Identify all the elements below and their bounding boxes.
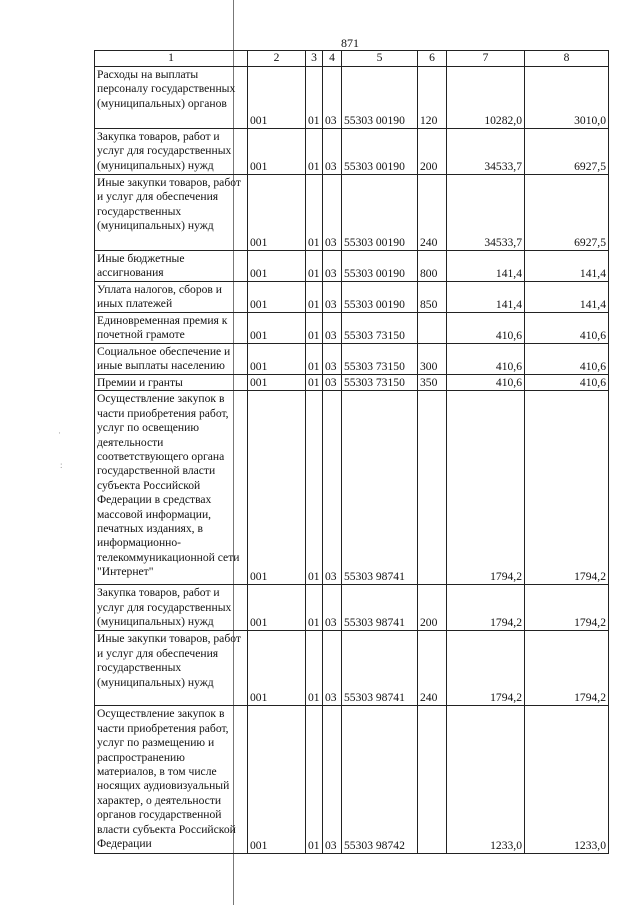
header-cell: 1	[95, 51, 248, 67]
row-csr: 55303 73150	[342, 375, 418, 391]
row-csr: 55303 00190	[342, 251, 418, 282]
row-sum-year2: 410,6	[525, 313, 609, 344]
row-sum-year1: 141,4	[447, 282, 525, 313]
row-pr: 03	[323, 313, 342, 344]
row-vr	[418, 706, 447, 854]
row-ved: 001	[248, 344, 306, 375]
row-pr: 03	[323, 251, 342, 282]
row-csr: 55303 98741	[342, 585, 418, 631]
row-pr: 03	[323, 129, 342, 175]
row-description: Осуществление закупок в части приобретения работ, услуг по размещению и распространению материалов, в том числе носящих аудиовизуальный характер, о деятельности органов государственной власти субъекта Российской Федерации	[95, 706, 248, 854]
row-sum-year2: 410,6	[525, 375, 609, 391]
row-sum-year1: 410,6	[447, 375, 525, 391]
row-sum-year2: 1794,2	[525, 631, 609, 706]
row-pr: 03	[323, 67, 342, 129]
row-vr	[418, 313, 447, 344]
row-description: Иные бюджетные ассигнования	[95, 251, 248, 282]
row-ved: 001	[248, 282, 306, 313]
row-sum-year2: 141,4	[525, 251, 609, 282]
row-vr: 350	[418, 375, 447, 391]
row-sum-year1: 141,4	[447, 251, 525, 282]
row-sum-year2: 1794,2	[525, 391, 609, 585]
row-sum-year1: 34533,7	[447, 129, 525, 175]
row-ved: 001	[248, 375, 306, 391]
row-rz: 01	[306, 282, 323, 313]
row-vr: 850	[418, 282, 447, 313]
row-csr: 55303 00190	[342, 175, 418, 251]
row-description: Иные закупки товаров, работ и услуг для обеспечения государственных (муниципальных) нужд	[95, 175, 248, 251]
row-pr: 03	[323, 344, 342, 375]
row-rz: 01	[306, 706, 323, 854]
row-sum-year2: 1794,2	[525, 585, 609, 631]
table-row	[95, 344, 609, 375]
row-sum-year2: 6927,5	[525, 129, 609, 175]
row-csr: 55303 00190	[342, 282, 418, 313]
row-description: Уплата налогов, сборов и иных платежей	[95, 282, 248, 313]
row-ved: 001	[248, 706, 306, 854]
row-ved: 001	[248, 251, 306, 282]
row-pr: 03	[323, 631, 342, 706]
budget-table	[94, 50, 609, 854]
row-description: Расходы на выплаты персоналу государственных (муниципальных) органов	[95, 67, 248, 129]
row-sum-year1: 1794,2	[447, 585, 525, 631]
row-vr: 800	[418, 251, 447, 282]
row-description: Закупка товаров, работ и услуг для государственных (муниципальных) нужд	[95, 585, 248, 631]
row-csr: 55303 00190	[342, 67, 418, 129]
table-row	[95, 313, 609, 344]
row-sum-year2: 6927,5	[525, 175, 609, 251]
row-rz: 01	[306, 585, 323, 631]
row-sum-year1: 1794,2	[447, 391, 525, 585]
row-description: Социальное обеспечение и иные выплаты населению	[95, 344, 248, 375]
pen-mark: ·	[58, 428, 61, 438]
row-sum-year2: 3010,0	[525, 67, 609, 129]
row-ved: 001	[248, 631, 306, 706]
row-rz: 01	[306, 313, 323, 344]
row-vr: 300	[418, 344, 447, 375]
row-sum-year2: 1233,0	[525, 706, 609, 854]
page-number: 871	[341, 36, 359, 50]
pen-mark: :	[60, 460, 63, 470]
row-vr: 240	[418, 175, 447, 251]
row-csr: 55303 98741	[342, 391, 418, 585]
row-sum-year2: 141,4	[525, 282, 609, 313]
table-row	[95, 251, 609, 282]
row-pr: 03	[323, 375, 342, 391]
row-sum-year1: 1794,2	[447, 631, 525, 706]
row-sum-year1: 10282,0	[447, 67, 525, 129]
row-sum-year1: 1233,0	[447, 706, 525, 854]
header-cell: 8	[525, 51, 609, 67]
table-row	[95, 391, 609, 585]
row-vr	[418, 391, 447, 585]
row-pr: 03	[323, 391, 342, 585]
row-pr: 03	[323, 585, 342, 631]
row-ved: 001	[248, 391, 306, 585]
header-cell: 5	[342, 51, 418, 67]
row-pr: 03	[323, 282, 342, 313]
row-rz: 01	[306, 129, 323, 175]
table-row	[95, 129, 609, 175]
table-row	[95, 375, 609, 391]
row-ved: 001	[248, 313, 306, 344]
row-description: Иные закупки товаров, работ и услуг для обеспечения государственных (муниципальных) нужд	[95, 631, 248, 706]
table-row	[95, 631, 609, 706]
row-description: Премии и гранты	[95, 375, 248, 391]
row-rz: 01	[306, 631, 323, 706]
row-ved: 001	[248, 585, 306, 631]
header-cell: 6	[418, 51, 447, 67]
row-sum-year1: 410,6	[447, 313, 525, 344]
header-cell: 2	[248, 51, 306, 67]
row-ved: 001	[248, 175, 306, 251]
header-cell: 7	[447, 51, 525, 67]
row-rz: 01	[306, 375, 323, 391]
row-pr: 03	[323, 706, 342, 854]
row-csr: 55303 00190	[342, 129, 418, 175]
row-csr: 55303 98742	[342, 706, 418, 854]
row-sum-year1: 410,6	[447, 344, 525, 375]
table-row	[95, 175, 609, 251]
row-csr: 55303 73150	[342, 344, 418, 375]
row-description: Закупка товаров, работ и услуг для государственных (муниципальных) нужд	[95, 129, 248, 175]
row-description: Осуществление закупок в части приобретения работ, услуг по освещению деятельности соответствующего органа государственной власти субъекта Российской Федерации в средствах массовой информации, печатных изданиях, в информационно-телекоммуникационной сети "Интернет"	[95, 391, 248, 585]
header-row	[95, 51, 609, 67]
row-rz: 01	[306, 175, 323, 251]
header-cell: 3	[306, 51, 323, 67]
row-rz: 01	[306, 344, 323, 375]
row-csr: 55303 98741	[342, 631, 418, 706]
row-sum-year1: 34533,7	[447, 175, 525, 251]
table-row	[95, 282, 609, 313]
row-rz: 01	[306, 391, 323, 585]
table-row	[95, 585, 609, 631]
row-csr: 55303 73150	[342, 313, 418, 344]
table-row	[95, 67, 609, 129]
row-pr: 03	[323, 175, 342, 251]
row-sum-year2: 410,6	[525, 344, 609, 375]
row-rz: 01	[306, 67, 323, 129]
row-description: Единовременная премия к почетной грамоте	[95, 313, 248, 344]
row-vr: 240	[418, 631, 447, 706]
row-rz: 01	[306, 251, 323, 282]
row-vr: 200	[418, 585, 447, 631]
row-ved: 001	[248, 67, 306, 129]
header-cell: 4	[323, 51, 342, 67]
row-ved: 001	[248, 129, 306, 175]
row-vr: 120	[418, 67, 447, 129]
row-vr: 200	[418, 129, 447, 175]
table-row	[95, 706, 609, 854]
